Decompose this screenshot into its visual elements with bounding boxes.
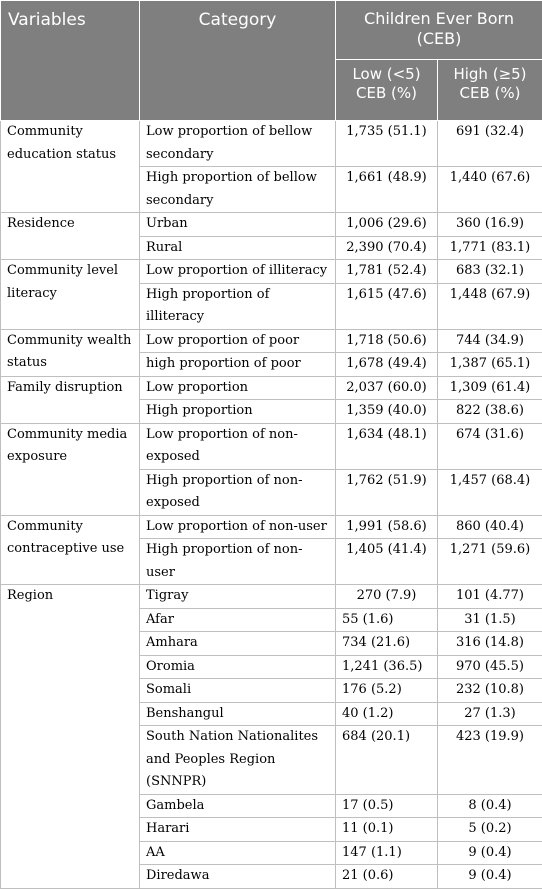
- table-row: [1, 260, 542, 284]
- category-cell: Amhara: [140, 632, 336, 656]
- high-ceb-cell: 27 (1.3): [438, 702, 542, 726]
- category-cell: AA: [140, 841, 336, 865]
- high-ceb-cell: 8 (0.4): [438, 794, 542, 818]
- variable-cell: Region: [1, 585, 140, 889]
- header-high-ceb: High (≥5) CEB (%): [438, 60, 542, 121]
- category-cell: high proportion of poor: [140, 353, 336, 377]
- low-ceb-cell: 2,037 (60.0): [336, 376, 438, 400]
- low-ceb-cell: 1,615 (47.6): [336, 283, 438, 329]
- high-ceb-cell: 101 (4.77): [438, 585, 542, 609]
- variable-cell: Community wealth status: [1, 329, 140, 376]
- high-ceb-cell: 9 (0.4): [438, 841, 542, 865]
- low-ceb-cell: 1,634 (48.1): [336, 423, 438, 469]
- table-row: [1, 515, 542, 539]
- high-ceb-cell: 691 (32.4): [438, 121, 542, 167]
- low-ceb-cell: 1,661 (48.9): [336, 167, 438, 213]
- low-ceb-cell: 147 (1.1): [336, 841, 438, 865]
- category-cell: Low proportion of illiteracy: [140, 260, 336, 284]
- variable-cell: Community media exposure: [1, 423, 140, 515]
- header-low-ceb: Low (<5) CEB (%): [336, 60, 438, 121]
- high-ceb-cell: 683 (32.1): [438, 260, 542, 284]
- low-ceb-cell: 1,006 (29.6): [336, 213, 438, 237]
- low-ceb-cell: 1,718 (50.6): [336, 329, 438, 353]
- category-cell: Benshangul: [140, 702, 336, 726]
- high-ceb-cell: 860 (40.4): [438, 515, 542, 539]
- table-row: [1, 423, 542, 469]
- high-ceb-cell: 970 (45.5): [438, 655, 542, 679]
- category-cell: South Nation Nationalites and Peoples Region (SNNPR): [140, 726, 336, 795]
- table-row: [1, 213, 542, 237]
- header-children-ever-born: Children Ever Born (CEB): [336, 1, 542, 60]
- low-ceb-cell: 40 (1.2): [336, 702, 438, 726]
- variable-cell: Residence: [1, 213, 140, 260]
- header-row: [1, 1, 542, 60]
- high-ceb-cell: 674 (31.6): [438, 423, 542, 469]
- high-ceb-cell: 1,457 (68.4): [438, 469, 542, 515]
- low-ceb-cell: 1,991 (58.6): [336, 515, 438, 539]
- category-cell: Tigray: [140, 585, 336, 609]
- category-cell: Oromia: [140, 655, 336, 679]
- category-cell: Diredawa: [140, 865, 336, 889]
- high-ceb-cell: 423 (19.9): [438, 726, 542, 795]
- low-ceb-cell: 17 (0.5): [336, 794, 438, 818]
- low-ceb-cell: 1,781 (52.4): [336, 260, 438, 284]
- category-cell: High proportion of non-exposed: [140, 469, 336, 515]
- category-cell: High proportion of illiteracy: [140, 283, 336, 329]
- low-ceb-cell: 734 (21.6): [336, 632, 438, 656]
- high-ceb-cell: 1,440 (67.6): [438, 167, 542, 213]
- category-cell: Low proportion: [140, 376, 336, 400]
- category-cell: High proportion: [140, 400, 336, 424]
- category-cell: Low proportion of poor: [140, 329, 336, 353]
- high-ceb-cell: 1,387 (65.1): [438, 353, 542, 377]
- high-ceb-cell: 744 (34.9): [438, 329, 542, 353]
- variable-cell: Community education status: [1, 121, 140, 213]
- low-ceb-cell: 1,678 (49.4): [336, 353, 438, 377]
- low-ceb-cell: 1,405 (41.4): [336, 539, 438, 585]
- low-ceb-cell: 176 (5.2): [336, 679, 438, 703]
- variable-cell: Family disruption: [1, 376, 140, 423]
- high-ceb-cell: 316 (14.8): [438, 632, 542, 656]
- category-cell: Low proportion of bellow secondary: [140, 121, 336, 167]
- low-ceb-cell: 21 (0.6): [336, 865, 438, 889]
- high-ceb-cell: 5 (0.2): [438, 818, 542, 842]
- table-row: [1, 585, 542, 609]
- low-ceb-cell: 1,735 (51.1): [336, 121, 438, 167]
- variable-cell: Community contraceptive use: [1, 515, 140, 585]
- high-ceb-cell: 9 (0.4): [438, 865, 542, 889]
- low-ceb-cell: 1,359 (40.0): [336, 400, 438, 424]
- low-ceb-cell: 270 (7.9): [336, 585, 438, 609]
- table-row: [1, 121, 542, 167]
- category-cell: Harari: [140, 818, 336, 842]
- category-cell: Afar: [140, 608, 336, 632]
- high-ceb-cell: 31 (1.5): [438, 608, 542, 632]
- low-ceb-cell: 684 (20.1): [336, 726, 438, 795]
- high-ceb-cell: 1,309 (61.4): [438, 376, 542, 400]
- category-cell: High proportion of bellow secondary: [140, 167, 336, 213]
- high-ceb-cell: 360 (16.9): [438, 213, 542, 237]
- header-category: Category: [140, 1, 336, 121]
- category-cell: Rural: [140, 236, 336, 260]
- high-ceb-cell: 822 (38.6): [438, 400, 542, 424]
- low-ceb-cell: 55 (1.6): [336, 608, 438, 632]
- high-ceb-cell: 1,271 (59.6): [438, 539, 542, 585]
- category-cell: Urban: [140, 213, 336, 237]
- category-cell: Low proportion of non-exposed: [140, 423, 336, 469]
- low-ceb-cell: 11 (0.1): [336, 818, 438, 842]
- category-cell: Gambela: [140, 794, 336, 818]
- variable-cell: Community level literacy: [1, 260, 140, 330]
- category-cell: High proportion of non-user: [140, 539, 336, 585]
- header-variables: Variables: [1, 1, 140, 121]
- low-ceb-cell: 1,762 (51.9): [336, 469, 438, 515]
- category-cell: Somali: [140, 679, 336, 703]
- low-ceb-cell: 2,390 (70.4): [336, 236, 438, 260]
- table-row: [1, 329, 542, 353]
- low-ceb-cell: 1,241 (36.5): [336, 655, 438, 679]
- high-ceb-cell: 232 (10.8): [438, 679, 542, 703]
- high-ceb-cell: 1,448 (67.9): [438, 283, 542, 329]
- table-row: [1, 376, 542, 400]
- category-cell: Low proportion of non-user: [140, 515, 336, 539]
- high-ceb-cell: 1,771 (83.1): [438, 236, 542, 260]
